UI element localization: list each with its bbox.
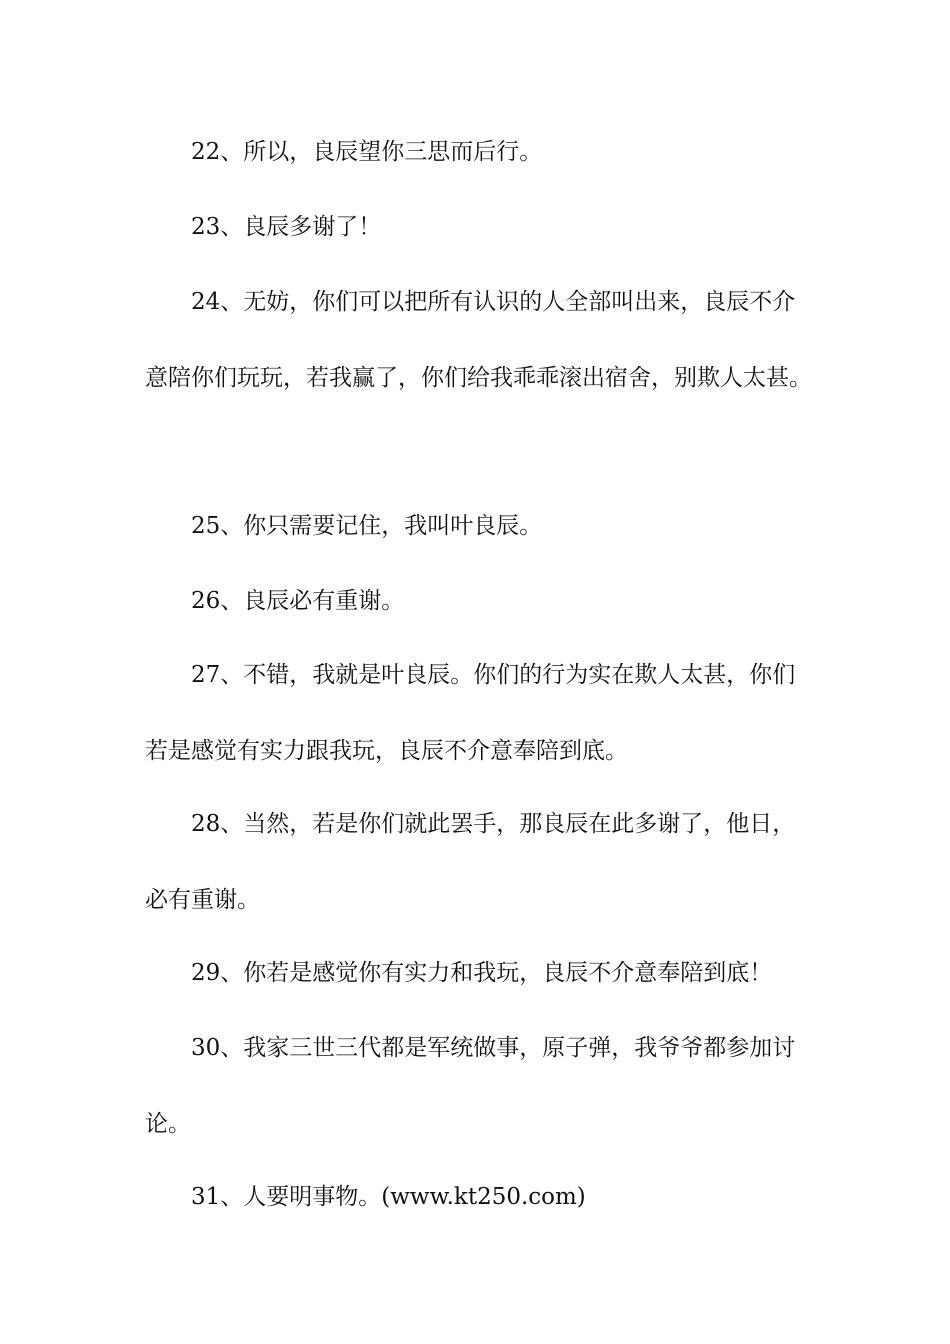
paragraph-30: 30、我家三世三代都是军统做事，原子弹，我爷爷都参加讨论。 bbox=[145, 1035, 796, 1137]
paragraph-24: 24、无妨，你们可以把所有认识的人全部叫出来，良辰不介意陪你们玩玩，若我赢了，你们给我乖乖滚出宿舍，别欺人太甚。 bbox=[145, 289, 812, 391]
paragraph-25: 25、你只需要记住，我叫叶良辰。 bbox=[191, 513, 543, 539]
paragraph-29: 29、你若是感觉你有实力和我玩，良辰不介意奉陪到底！ bbox=[191, 960, 773, 986]
paragraph-28: 28、当然，若是你们就此罢手，那良辰在此多谢了，他日，必有重谢。 bbox=[145, 811, 796, 913]
paragraph-31: 31、人要明事物。(www.kt250.com) bbox=[191, 1184, 586, 1210]
paragraph-27: 27、不错，我就是叶良辰。你们的行为实在欺人太甚，你们若是感觉有实力跟我玩，良辰不介意奉陪到底。 bbox=[145, 662, 796, 764]
paragraph-26: 26、良辰必有重谢。 bbox=[191, 588, 405, 614]
paragraph-22: 22、所以，良辰望你三思而后行。 bbox=[191, 139, 543, 165]
paragraph-23: 23、良辰多谢了！ bbox=[191, 214, 382, 240]
